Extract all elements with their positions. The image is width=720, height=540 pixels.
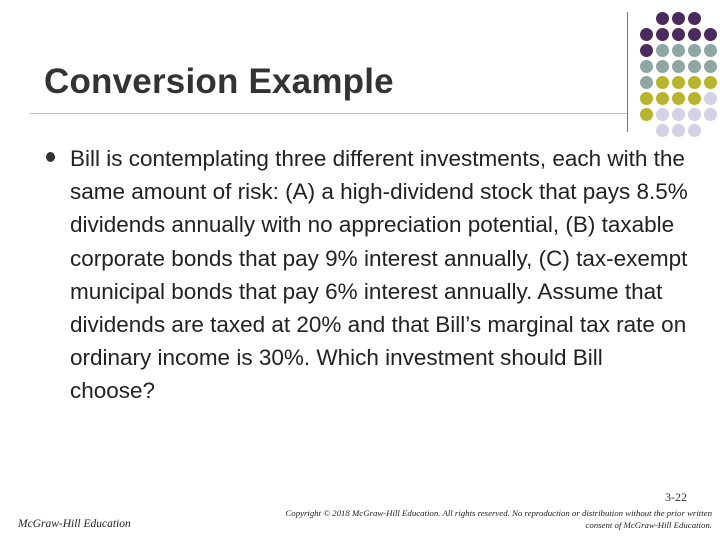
copyright-line-2: consent of McGraw-Hill Education. xyxy=(585,520,712,530)
decorative-dot xyxy=(656,108,669,121)
decorative-dot xyxy=(640,60,653,73)
decorative-dot xyxy=(672,76,685,89)
decorative-dot xyxy=(704,44,717,57)
decorative-dot xyxy=(672,124,685,137)
decorative-dot xyxy=(656,12,669,25)
decorative-dot xyxy=(688,12,701,25)
publisher-name: McGraw-Hill Education xyxy=(18,518,131,530)
decorative-dot xyxy=(688,92,701,105)
decorative-dot-grid xyxy=(640,12,718,138)
decorative-dot xyxy=(688,76,701,89)
decorative-dot xyxy=(640,44,653,57)
decorative-dot xyxy=(672,60,685,73)
decorative-dot xyxy=(688,124,701,137)
title-divider xyxy=(30,113,627,114)
decorative-dot xyxy=(656,28,669,41)
decorative-dot xyxy=(656,124,669,137)
decorative-dot xyxy=(656,60,669,73)
decorative-dot xyxy=(672,28,685,41)
decorative-dot xyxy=(688,44,701,57)
slide-title: Conversion Example xyxy=(44,62,394,101)
decorative-dot xyxy=(704,76,717,89)
decorative-dot xyxy=(704,92,717,105)
decorative-dot xyxy=(688,28,701,41)
decorative-dot xyxy=(672,44,685,57)
decorative-dot xyxy=(656,92,669,105)
vertical-divider xyxy=(627,12,628,132)
decorative-dot xyxy=(704,108,717,121)
decorative-dot xyxy=(704,60,717,73)
decorative-dot xyxy=(672,92,685,105)
decorative-dot xyxy=(672,108,685,121)
decorative-dot xyxy=(656,76,669,89)
decorative-dot xyxy=(672,12,685,25)
copyright-line-1: Copyright © 2018 McGraw-Hill Education. All rights reserved. No reproduction or distribution without the prior written xyxy=(285,508,712,518)
decorative-dot xyxy=(640,76,653,89)
bullet-text: Bill is contemplating three different investments, each with the same amount of risk: (A) a high-dividend stock that pays 8.5% dividends annually with no appreciation potential, (B) taxable corporate bonds that pay 9% interest annually, (C) tax-exempt municipal bonds that pay 6% interest annually. Assume that dividends are taxed at 20% and that Bill’s marginal tax rate on ordinary income is 30%. Which investment should Bill choose? xyxy=(70,146,688,404)
slide-number: 3-22 xyxy=(665,490,687,504)
bullet-icon xyxy=(46,152,55,162)
bullet-item xyxy=(46,142,696,408)
copyright-notice xyxy=(192,507,712,531)
decorative-dot xyxy=(640,28,653,41)
decorative-dot xyxy=(688,108,701,121)
decorative-dot xyxy=(640,108,653,121)
decorative-dot xyxy=(656,44,669,57)
decorative-dot xyxy=(704,28,717,41)
decorative-dot xyxy=(640,92,653,105)
decorative-dot xyxy=(688,60,701,73)
